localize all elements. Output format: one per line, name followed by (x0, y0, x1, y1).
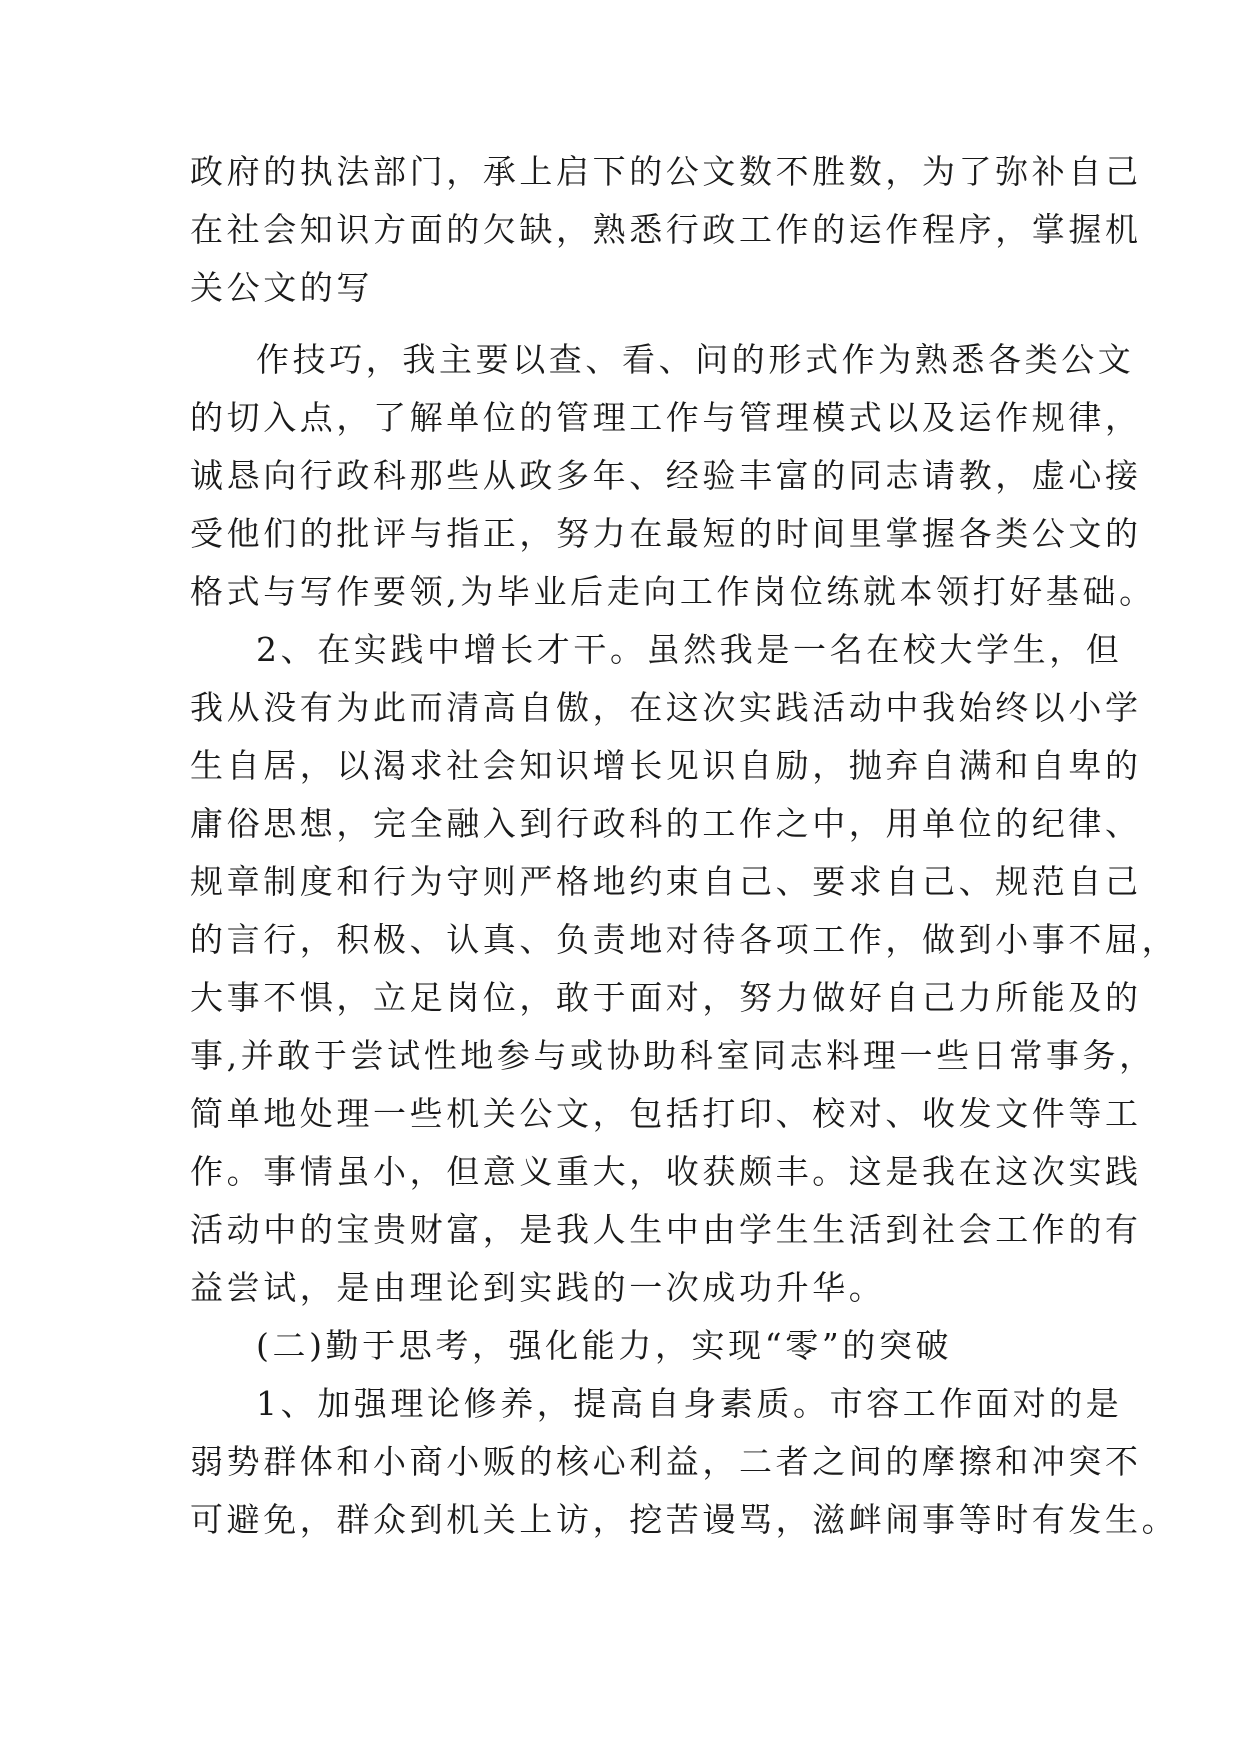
text-line: 1、加强理论修养，提高自身素质。市容工作面对的是 (256, 1384, 1123, 1423)
text-line: 庸俗思想，完全融入到行政科的工作之中，用单位的纪律、 (190, 804, 1142, 843)
text-line: 生自居，以渴求社会知识增长见识自励，抛弃自满和自卑的 (190, 746, 1142, 785)
text-line: 作技巧，我主要以查、看、问的形式作为熟悉各类公文 (256, 340, 1135, 379)
text-line: 弱势群体和小商小贩的核心利益，二者之间的摩擦和冲突不 (190, 1442, 1142, 1481)
text-line: 格式与写作要领,为毕业后走向工作岗位练就本领打好基础。 (190, 572, 1156, 611)
text-line: 受他们的批评与指正，努力在最短的时间里掌握各类公文的 (190, 514, 1142, 553)
text-line: 政府的执法部门，承上启下的公文数不胜数，为了弥补自己 (190, 152, 1142, 191)
text-line: 益尝试，是由理论到实践的一次成功升华。 (190, 1268, 886, 1307)
section-heading: (二)勤于思考，强化能力，实现“零”的突破 (256, 1326, 953, 1365)
text-line: 的切入点，了解单位的管理工作与管理模式以及运作规律， (190, 398, 1142, 437)
text-line: 的言行，积极、认真、负责地对待各项工作，做到小事不屈， (190, 920, 1179, 959)
text-line: 大事不惧，立足岗位，敢于面对，努力做好自己力所能及的 (190, 978, 1142, 1017)
text-line: 在社会知识方面的欠缺，熟悉行政工作的运作程序，掌握机 (190, 210, 1142, 249)
text-line: 诚恳向行政科那些从政多年、经验丰富的同志请教，虚心接 (190, 456, 1142, 495)
text-line: 作。事情虽小，但意义重大，收获颇丰。这是我在这次实践 (190, 1152, 1142, 1191)
text-line: 可避免，群众到机关上访，挖苦谩骂，滋衅闹事等时有发生。 (190, 1500, 1179, 1539)
text-line: 关公文的写 (190, 268, 373, 307)
text-line: 2、在实践中增长才干。虽然我是一名在校大学生，但 (256, 630, 1123, 669)
text-line: 规章制度和行为守则严格地约束自己、要求自己、规范自己 (190, 862, 1142, 901)
text-line: 我从没有为此而清高自傲，在这次实践活动中我始终以小学 (190, 688, 1142, 727)
text-line: 简单地处理一些机关公文，包括打印、校对、收发文件等工 (190, 1094, 1142, 1133)
text-line: 事,并敢于尝试性地参与或协助科室同志料理一些日常事务， (190, 1036, 1156, 1075)
text-line: 活动中的宝贵财富，是我人生中由学生生活到社会工作的有 (190, 1210, 1142, 1249)
